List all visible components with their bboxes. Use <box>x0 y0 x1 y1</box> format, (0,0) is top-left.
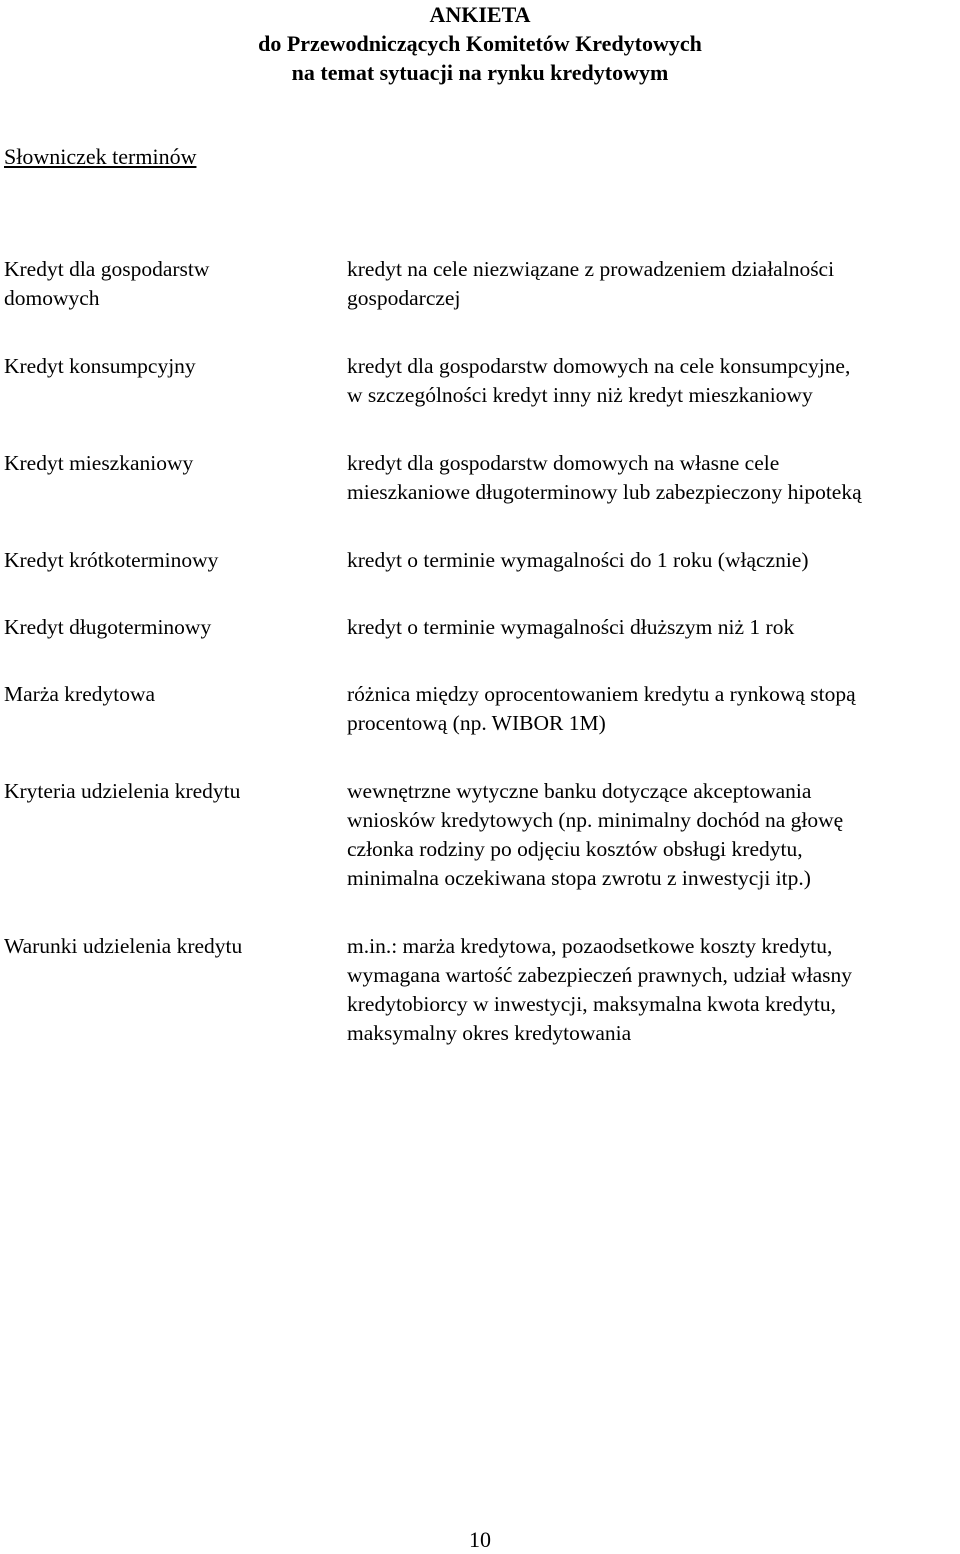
glossary-definition-line: m.in.: marża kredytowa, pozaodsetkowe koszty kredytu, <box>347 934 833 958</box>
glossary-definition-line: gospodarczej <box>347 286 461 310</box>
document-title: ANKIETA <box>429 2 531 27</box>
glossary-term <box>4 546 324 575</box>
glossary-term <box>4 777 324 806</box>
glossary-term-line: Kredyt krótkoterminowy <box>4 548 219 572</box>
document-subtitle-line-2: na temat sytuacji na rynku kredytowym <box>291 60 669 85</box>
glossary-definition-line: wniosków kredytowych (np. minimalny dochód na głowę <box>347 808 844 832</box>
document-subtitle-line-1: do Przewodniczących Komitetów Kredytowych <box>258 31 702 56</box>
glossary-definition <box>347 613 959 642</box>
glossary-definition <box>347 777 959 893</box>
glossary-term <box>4 352 324 381</box>
glossary-definition-line: kredyt o terminie wymagalności dłuższym niż 1 rok <box>347 615 795 639</box>
glossary-term <box>4 255 324 313</box>
glossary-definition-line: kredytobiorcy w inwestycji, maksymalna kwota kredytu, <box>347 992 837 1016</box>
glossary-term-line: Kryteria udzielenia kredytu <box>4 779 241 803</box>
glossary-term-line: Warunki udzielenia kredytu <box>4 934 243 958</box>
glossary-definition-line: mieszkaniowe długoterminowy lub zabezpieczony hipoteką <box>347 480 862 504</box>
glossary-definition <box>347 546 959 575</box>
glossary-definition-line: minimalna oczekiwana stopa zwrotu z inwestycji itp.) <box>347 866 811 890</box>
glossary-definition <box>347 352 959 410</box>
glossary-term-line: Kredyt konsumpcyjny <box>4 354 196 378</box>
glossary-definition-line: wymagana wartość zabezpieczeń prawnych, udział własny <box>347 963 853 987</box>
glossary-term <box>4 932 324 961</box>
glossary-term <box>4 613 324 642</box>
glossary-definition <box>347 680 959 738</box>
page-number: 10 <box>469 1527 491 1552</box>
document-header <box>0 0 960 87</box>
glossary-definition-line: procentową (np. WIBOR 1M) <box>347 711 606 735</box>
glossary-definition-line: różnica między oprocentowaniem kredytu a rynkową stopą <box>347 682 856 706</box>
glossary-definition-line: członka rodziny po odjęciu kosztów obsługi kredytu, <box>347 837 803 861</box>
glossary-definition-line: wewnętrzne wytyczne banku dotyczące akceptowania <box>347 779 812 803</box>
glossary-term <box>4 449 324 478</box>
glossary-definition-line: w szczególności kredyt inny niż kredyt mieszkaniowy <box>347 383 813 407</box>
glossary-definition <box>347 449 959 507</box>
glossary-definition-line: maksymalny okres kredytowania <box>347 1021 632 1045</box>
glossary-heading: Słowniczek terminów <box>4 144 197 169</box>
glossary-term-line: Kredyt mieszkaniowy <box>4 451 194 475</box>
glossary-definition-line: kredyt dla gospodarstw domowych na cele konsumpcyjne, <box>347 354 851 378</box>
glossary-term-line: domowych <box>4 286 100 310</box>
glossary-definition-line: kredyt o terminie wymagalności do 1 roku (włącznie) <box>347 548 809 572</box>
glossary-definition-line: kredyt na cele niezwiązane z prowadzeniem działalności <box>347 257 835 281</box>
glossary-term-line: Marża kredytowa <box>4 682 156 706</box>
glossary-term-line: Kredyt dla gospodarstw <box>4 257 210 281</box>
glossary-definition <box>347 255 959 313</box>
glossary-definition <box>347 932 959 1048</box>
glossary-definition-line: kredyt dla gospodarstw domowych na własne cele <box>347 451 780 475</box>
glossary-term-line: Kredyt długoterminowy <box>4 615 212 639</box>
glossary-term <box>4 680 324 709</box>
